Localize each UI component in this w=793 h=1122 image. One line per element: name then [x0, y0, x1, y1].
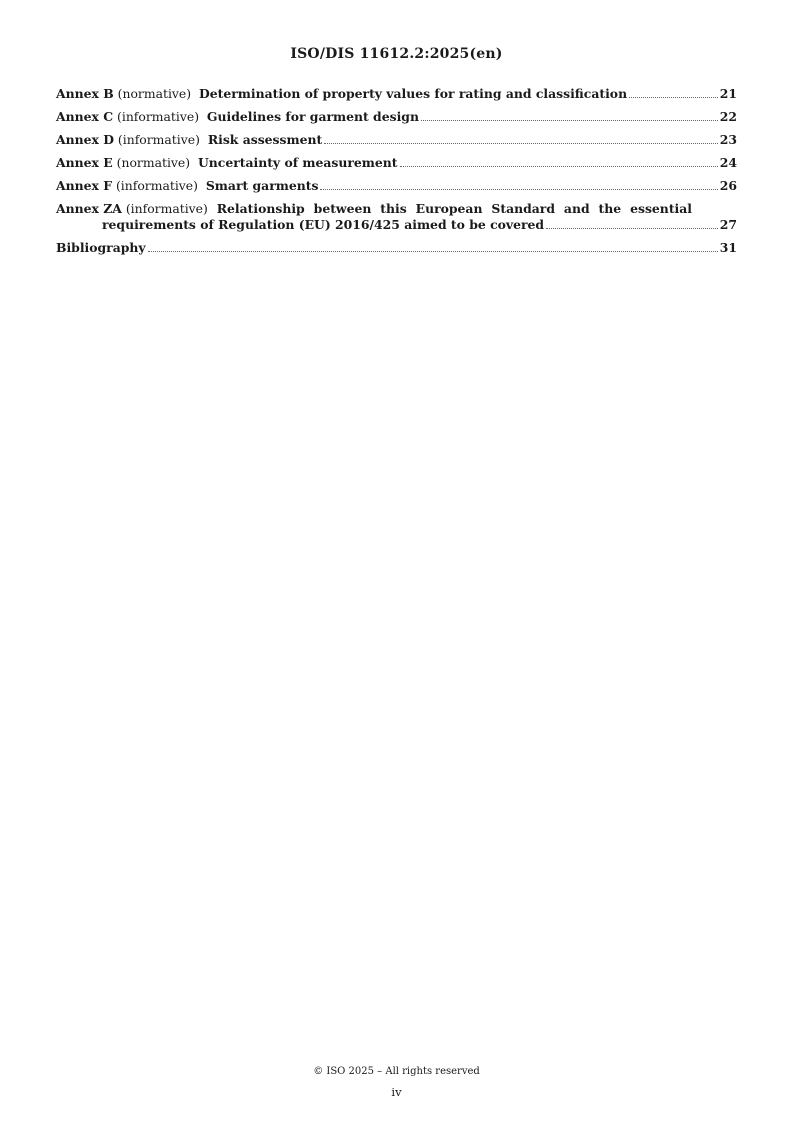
toc-page-number: 23 [719, 132, 737, 147]
toc-entry-text [56, 178, 318, 194]
toc-leader-dots [320, 188, 717, 190]
annex-type: (normative) [116, 155, 191, 170]
toc-page-number: 26 [719, 178, 737, 193]
annex-title: Risk assessment [207, 132, 323, 147]
toc-page-number: 22 [719, 109, 737, 124]
document-header: ISO/DIS 11612.2:2025(en) [290, 46, 503, 62]
toc-leader-dots [324, 142, 718, 144]
annex-label: Annex ZA [56, 201, 122, 216]
toc-entry-annex-c[interactable] [56, 109, 737, 125]
annex-title: Guidelines for garment design [206, 109, 419, 124]
toc-entry-text [56, 155, 398, 171]
annex-label: Annex D [56, 132, 114, 147]
toc-leader-dots [400, 165, 718, 167]
annex-label: Annex E [56, 155, 113, 170]
annex-title-word: and [563, 201, 590, 216]
toc-entry-annex-d[interactable] [56, 132, 737, 148]
annex-label: Annex B [56, 86, 114, 101]
annex-type: (normative) [117, 86, 192, 101]
toc-entry-annex-e[interactable] [56, 155, 737, 171]
annex-type: (informative) [115, 178, 198, 193]
toc-leader-dots [546, 227, 718, 229]
bibliography-title: Bibliography [56, 240, 146, 255]
annex-title-word: Standard [491, 201, 555, 216]
toc-page-number: 31 [719, 240, 737, 255]
annex-type: (informative) [117, 109, 200, 124]
toc-entry-text [56, 109, 419, 125]
annex-label: Annex C [56, 109, 114, 124]
page-number: iv [391, 1085, 402, 1099]
toc-entry-text [56, 86, 627, 102]
toc-entry-bibliography[interactable] [56, 240, 737, 256]
annex-title-word: the [598, 201, 622, 216]
table-of-contents [56, 86, 737, 263]
annex-title-word: Relationship [216, 201, 305, 216]
annex-type: (informative) [125, 201, 208, 216]
annex-title-continuation: requirements of Regulation (EU) 2016/425 aimed to be covered [102, 217, 545, 232]
toc-entry-annex-f[interactable] [56, 178, 737, 194]
annex-title-word: between [313, 201, 372, 216]
toc-page-number: 21 [719, 86, 737, 101]
toc-leader-dots [629, 96, 718, 98]
annex-title: Smart garments [205, 178, 319, 193]
annex-title: Uncertainty of measurement [197, 155, 398, 170]
annex-title-word: this [380, 201, 407, 216]
toc-entry-annex-za[interactable] [56, 201, 737, 233]
annex-type: (informative) [117, 132, 200, 147]
toc-entry-annex-b[interactable] [56, 86, 737, 102]
toc-entry-line-2 [56, 217, 737, 233]
toc-entry-text [56, 201, 737, 233]
toc-leader-dots [421, 119, 718, 121]
toc-entry-text [56, 132, 322, 148]
toc-entry-line-1 [56, 201, 692, 217]
copyright-notice: © ISO 2025 – All rights reserved [313, 1066, 480, 1077]
toc-page-number: 24 [719, 155, 737, 170]
annex-title-word: essential [630, 201, 692, 216]
annex-label-and-type [56, 201, 208, 217]
toc-entry-text [56, 240, 146, 256]
toc-page-number: 27 [719, 217, 737, 232]
annex-label: Annex F [56, 178, 113, 193]
toc-leader-dots [148, 250, 718, 252]
annex-title-word: European [415, 201, 483, 216]
annex-title: Determination of property values for rating and classification [199, 86, 628, 101]
